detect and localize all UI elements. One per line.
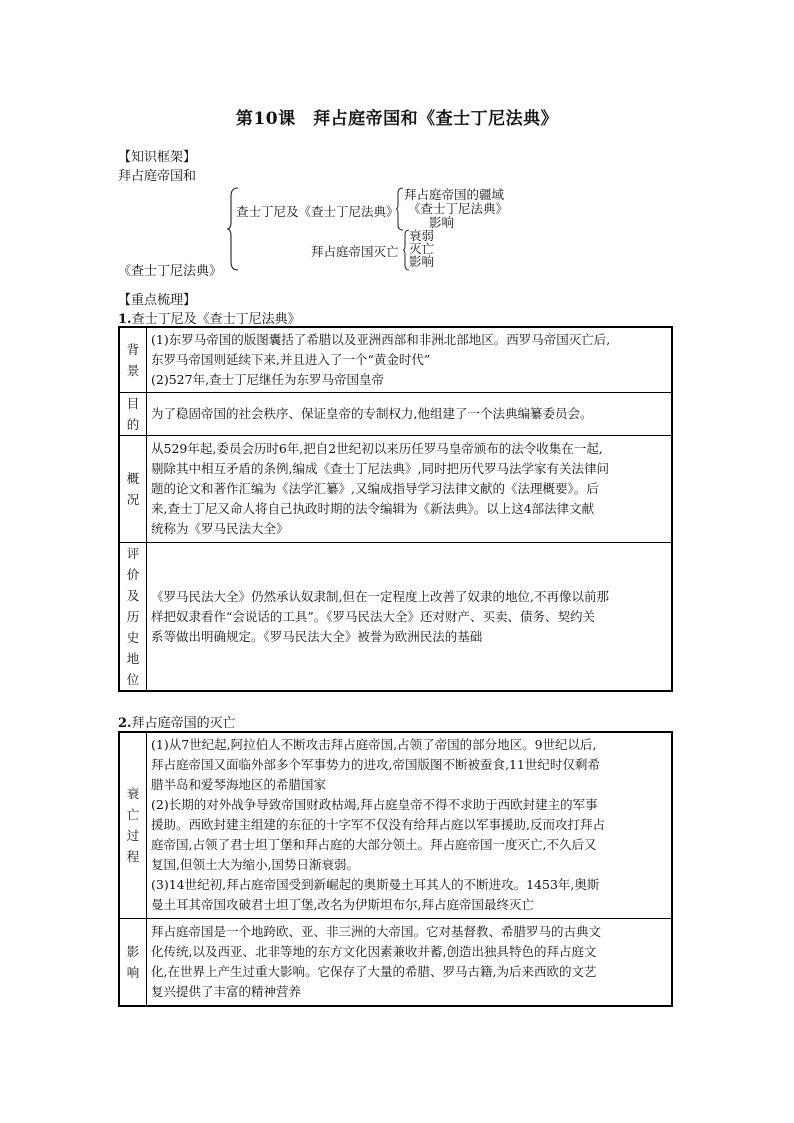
row-header-background: 背 景 — [119, 327, 147, 393]
table-row — [119, 732, 672, 918]
row-content-influence: 拜占庭帝国是一个地跨欧、亚、非三洲的大帝国。它对基督教、希腊罗马的古典文 化传统,以及西亚、北非等地的东方文化因素兼收并蓄,创造出独具特色的拜占庭文 化,在世界上产生过重大影响。它保存了大量的希腊、罗马古籍,为后来西欧的文艺 复兴提供了丰富的精神营养 — [147, 918, 673, 1006]
row-content-overview: 从529年起,委员会历时6年,把自2世纪初以来历任罗马皇帝颁布的法令收集在一起, 剔除其中相互矛盾的条例,编成《查士丁尼法典》,同时把历代罗马法学家有关法律问 题的论文和著作汇编为《法学汇纂》,又编成指导学习法律文献的《法理概要》。后 来,查士丁尼又命人将自己执政时期的法令编辑为《新法典》。以上这4部法律文献 统称为《罗马民法大全》 — [147, 436, 673, 543]
section2-title: 拜占庭帝国的灭亡 — [131, 716, 236, 731]
row-content-evaluation: 《罗马民法大全》仍然承认奴隶制,但在一定程度上改善了奴隶的地位,不再像以前那 样把奴隶看作“会说话的工具”。《罗马民法大全》还对财产、买卖、债务、契约关 系等做出明确规定。《罗马民法大全》被誉为欧洲民法的基础 — [147, 543, 673, 692]
framework-branch2-item: 衰弱 — [409, 228, 435, 243]
row-header-evaluation: 评 价 及 历 史 地 位 — [119, 543, 147, 692]
framework-main-brace — [226, 186, 240, 272]
row-header-purpose: 目 的 — [119, 393, 147, 436]
framework-branch2-item: 灭亡 — [409, 241, 435, 256]
row-content-background: (1)东罗马帝国的版图囊括了希腊以及亚洲西部和非洲北部地区。西罗马帝国灭亡后, 东罗马帝国则延续下来,并且进入了一个“黄金时代” (2)527年,查士丁尼继任为东罗马帝国皇帝 — [147, 327, 673, 393]
page-title: 第10课 拜占庭帝国和《查士丁尼法典》 — [235, 109, 559, 129]
table-row — [119, 918, 672, 1006]
section1-table — [118, 326, 673, 692]
table-row — [119, 543, 672, 692]
row-header-influence: 影 响 — [119, 918, 147, 1006]
row-content-purpose: 为了稳固帝国的社会秩序、保证皇帝的专制权力,他组建了一个法典编纂委员会。 — [147, 393, 673, 436]
section2-table — [118, 731, 673, 1007]
row-content-decline: (1)从7世纪起,阿拉伯人不断攻击拜占庭帝国,占领了帝国的部分地区。9世纪以后, 拜占庭帝国又面临外部多个军事势力的进攻,帝国版图不断被蚕食,11世纪时仅剩希 腊半岛和爱琴海地区的希腊国家 (2)长期的对外战争导致帝国财政枯竭,拜占庭皇帝不得不求助于西欧封建主的军事 援助。西欧封建主组建的东征的十字军不仅没有给拜占庭以军事援助,反而攻打拜占 庭帝国,占领了君士坦丁堡和拜占庭的大部分领土。拜占庭帝国一度灭亡,不久后又 复国,但领土大为缩小,国势日渐衰弱。 (3)14世纪初,拜占庭帝国受到新崛起的奥斯曼土耳其人的不断进攻。1453年,奥斯 曼土耳其帝国攻破君士坦丁堡,改名为伊斯坦布尔,拜占庭帝国最终灭亡 — [147, 732, 673, 918]
table-row — [119, 327, 672, 393]
framework-root-bottom: 《查士丁尼法典》 — [118, 264, 223, 279]
table-row — [119, 436, 672, 543]
framework-branch1-item: 影响 — [429, 215, 455, 230]
row-header-decline: 衰 亡 过 程 — [119, 732, 147, 918]
framework-branch1-item: 《查士丁尼法典》 — [408, 201, 509, 216]
section1-title: 查士丁尼及《查士丁尼法典》 — [131, 312, 301, 327]
framework-branch-justinian: 查士丁尼及《查士丁尼法典》 — [236, 204, 399, 219]
table-row — [119, 393, 672, 436]
focus-header: 【重点梳理】 — [118, 293, 197, 308]
framework-branch1-item: 拜占庭帝国的疆域 — [404, 187, 505, 202]
framework-header: 【知识框架】 — [118, 150, 197, 165]
section2-number: 2. — [118, 716, 132, 731]
framework-brace-1 — [395, 187, 404, 231]
section1-heading — [118, 308, 301, 327]
framework-branch-fall: 拜占庭帝国灭亡 — [311, 244, 399, 259]
framework-branch2-item: 影响 — [409, 254, 435, 269]
framework-root-top: 拜占庭帝国和 — [118, 169, 197, 184]
row-header-overview: 概 况 — [119, 436, 147, 543]
section1-number: 1. — [118, 312, 132, 327]
section2-heading — [118, 712, 236, 731]
